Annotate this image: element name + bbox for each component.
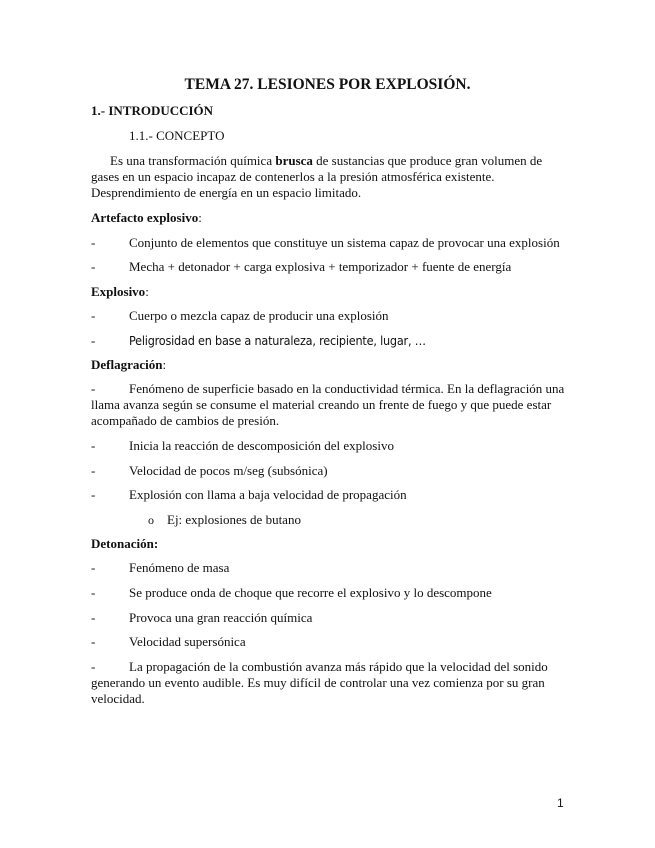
explosivo-heading bbox=[91, 284, 149, 300]
detonacion-item-3: Provoca una gran reacción química bbox=[129, 610, 313, 625]
list-dash: - bbox=[91, 333, 96, 348]
document-title: TEMA 27. LESIONES POR EXPLOSIÓN. bbox=[184, 76, 471, 93]
artefacto-heading-label: Artefacto explosivo bbox=[91, 210, 199, 225]
list-dash: - bbox=[91, 259, 96, 274]
artefacto-heading-colon: : bbox=[198, 210, 202, 225]
explosivo-heading-colon: : bbox=[145, 284, 149, 299]
list-dash: - bbox=[91, 438, 96, 453]
section-heading-introduccion: 1.- INTRODUCCIÓN bbox=[91, 103, 214, 118]
list-dash: - bbox=[91, 610, 96, 625]
list-dash: - bbox=[91, 634, 96, 649]
concepto-line-1 bbox=[110, 153, 542, 169]
deflagracion-para-line-2: llama avanza según se consume el material creando un frente de fuego y que puede estar bbox=[91, 397, 552, 412]
list-dash: - bbox=[91, 585, 96, 600]
deflagracion-item-2: Velocidad de pocos m/seg (subsónica) bbox=[129, 463, 328, 478]
page-number: 1 bbox=[557, 796, 564, 810]
detonacion-item-1: Fenómeno de masa bbox=[129, 560, 230, 575]
list-dash: - bbox=[91, 381, 96, 396]
deflagracion-heading-colon: : bbox=[162, 357, 167, 372]
deflagracion-item-3: Explosión con llama a baja velocidad de propagación bbox=[129, 487, 407, 502]
detonacion-para-line-1: La propagación de la combustión avanza más rápido que la velocidad del sonido bbox=[129, 659, 548, 674]
detonacion-para-line-2: generando un evento audible. Es muy difícil de controlar una vez comienza por su gran bbox=[91, 675, 545, 690]
deflagracion-subitem: Ej: explosiones de butano bbox=[167, 512, 301, 527]
subsection-heading-concepto: 1.1.- CONCEPTO bbox=[129, 128, 225, 143]
deflagracion-item-1: Inicia la reacción de descomposición del explosivo bbox=[129, 438, 394, 453]
sub-bullet-marker: o bbox=[148, 513, 154, 527]
detonacion-item-4: Velocidad supersónica bbox=[129, 634, 246, 649]
list-dash: - bbox=[91, 235, 96, 250]
artefacto-item-1: Conjunto de elementos que constituye un sistema capaz de provocar una explosión bbox=[129, 235, 560, 250]
list-dash: - bbox=[91, 308, 96, 323]
list-dash: - bbox=[91, 560, 96, 575]
concepto-bold-word: brusca bbox=[275, 153, 313, 168]
concepto-text-b: de sustancias que produce gran volumen de bbox=[312, 153, 543, 168]
artefacto-heading bbox=[91, 210, 202, 226]
list-dash: - bbox=[91, 463, 96, 478]
deflagracion-heading-label: Deflagración bbox=[91, 357, 163, 372]
concepto-text-a: Es una transformación química bbox=[110, 153, 276, 168]
concepto-line-3: Desprendimiento de energía en un espacio limitado. bbox=[91, 185, 362, 200]
detonacion-item-2: Se produce onda de choque que recorre el explosivo y lo descompone bbox=[129, 585, 492, 600]
deflagracion-heading bbox=[91, 357, 166, 373]
explosivo-item-1: Cuerpo o mezcla capaz de producir una explosión bbox=[129, 308, 389, 323]
concepto-line-2: gases en un espacio incapaz de contenerlos a la presión atmosférica existente. bbox=[91, 169, 495, 184]
list-dash: - bbox=[91, 487, 96, 502]
explosivo-heading-label: Explosivo bbox=[91, 284, 146, 299]
detonacion-heading: Detonación: bbox=[91, 536, 159, 551]
deflagracion-para-line-1: Fenómeno de superficie basado en la conductividad térmica. En la deflagración una bbox=[129, 381, 565, 396]
explosivo-item-2: Peligrosidad en base a naturaleza, recipiente, lugar, … bbox=[129, 333, 426, 348]
deflagracion-para-line-3: acompañado de cambios de presión. bbox=[91, 413, 280, 428]
list-dash: - bbox=[91, 659, 96, 674]
detonacion-para-line-3: velocidad. bbox=[91, 691, 145, 706]
artefacto-item-2: Mecha + detonador + carga explosiva + temporizador + fuente de energía bbox=[129, 259, 512, 274]
